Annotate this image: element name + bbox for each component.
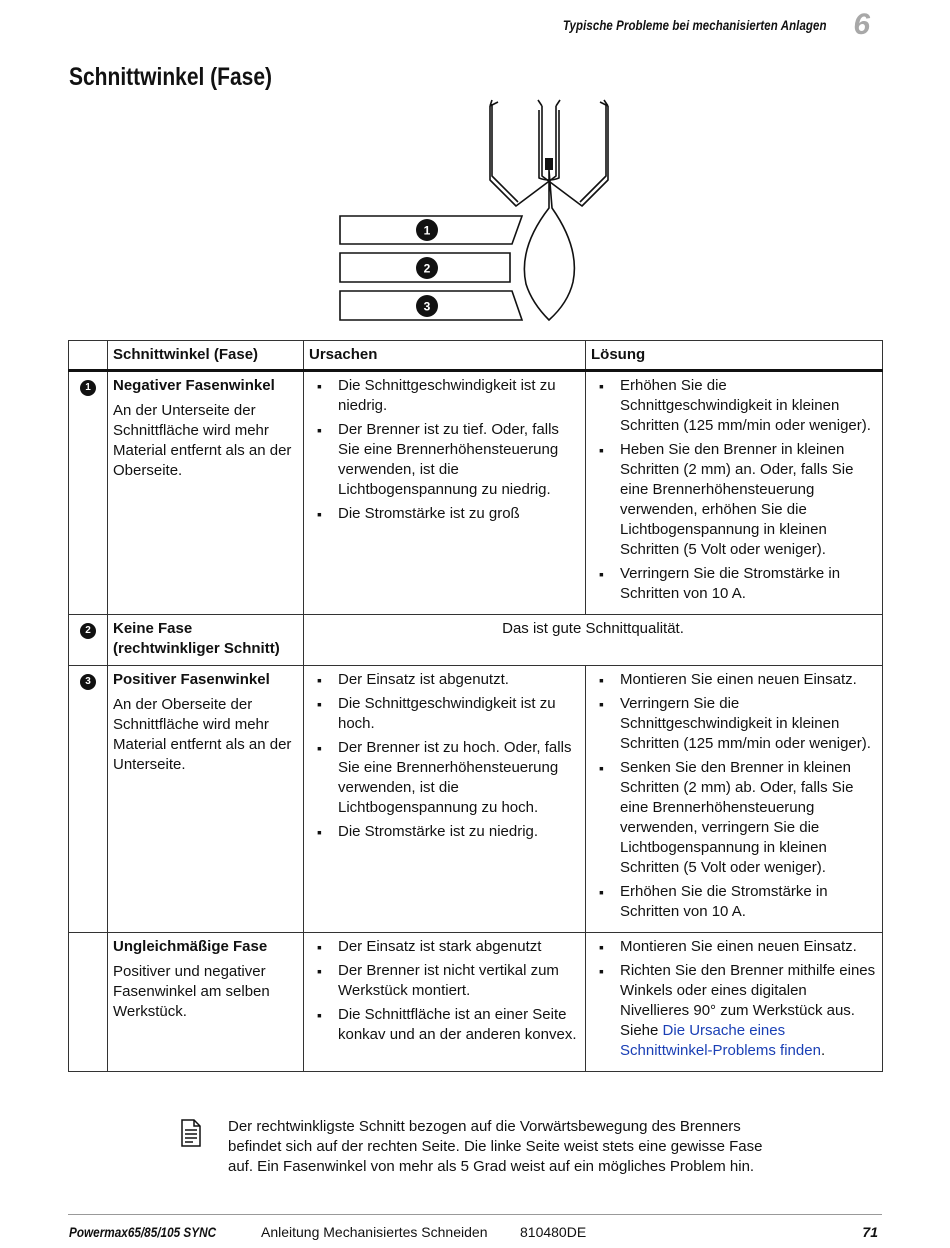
causes-list	[309, 937, 580, 1045]
page-title: Schnittwinkel (Fase)	[69, 63, 273, 91]
table-row	[69, 933, 883, 1072]
row-description: Positiver und negativer Fasenwinkel am selben Werkstück.	[113, 963, 270, 1020]
row-marker-cell	[69, 371, 108, 615]
list-item: ▪ Erhöhen Sie die Stromstärke in Schritten von 10 A.	[591, 882, 877, 922]
list-item: ▪ Die Schnittgeschwindigkeit ist zu niedrig.	[309, 376, 580, 416]
solution-list	[591, 937, 877, 1061]
causes-cell	[304, 933, 586, 1072]
causes-list	[309, 376, 580, 524]
solution-cell	[586, 666, 883, 933]
marker-3-label: 3	[423, 299, 431, 314]
plasma-arc	[524, 170, 574, 320]
marker-2-label: 2	[423, 261, 431, 276]
list-item: ▪ Der Brenner ist nicht vertikal zum Werkstück montiert.	[309, 961, 580, 1001]
causes-list	[309, 670, 580, 842]
chapter-number: 6	[853, 8, 870, 41]
solution-text-end: .	[820, 1042, 826, 1059]
header-marker-cell	[69, 341, 108, 371]
causes-cell	[304, 371, 586, 615]
footer-product: Powermax65/85/105 SYNC	[69, 1224, 217, 1240]
bevel-cell	[108, 666, 304, 933]
solution-cell	[586, 371, 883, 615]
list-item: ▪ Die Schnittfläche ist an einer Seite konkav und an der anderen konvex.	[309, 1005, 580, 1045]
bevel-troubleshooting-table	[68, 340, 883, 1072]
causes-cell	[304, 666, 586, 933]
row-marker-cell	[69, 666, 108, 933]
row-title: Keine Fase (rechtwinkliger Schnitt)	[113, 620, 280, 657]
list-item: ▪ Verringern Sie die Stromstärke in Schritten von 10 A.	[591, 564, 877, 604]
row-marker-1: 1	[80, 380, 96, 396]
header-causes: Ursachen	[304, 341, 586, 371]
header-bevel: Schnittwinkel (Fase)	[108, 341, 304, 371]
list-item: ▪ Senken Sie den Brenner in kleinen Schritten (2 mm) ab. Oder, falls Sie eine Brennerhöhensteuerung verwenden, verringern Sie die Lichtbogenspannung in kleinen Schritten (5 Volt oder weniger).	[591, 758, 877, 878]
header-solution: Lösung	[586, 341, 883, 371]
row-marker-cell	[69, 615, 108, 666]
torch-left-outer	[492, 104, 518, 202]
list-item: ▪ Der Einsatz ist stark abgenutzt	[309, 937, 580, 957]
footer-page-number: 71	[862, 1224, 878, 1240]
list-item: ▪ Erhöhen Sie die Schnittgeschwindigkeit in kleinen Schritten (125 mm/min oder weniger).	[591, 376, 877, 436]
solution-list	[591, 376, 877, 604]
list-item: ▪ Der Einsatz ist abgenutzt.	[309, 670, 580, 690]
list-item: ▪ Die Stromstärke ist zu niedrig.	[309, 822, 580, 842]
row-marker-cell	[69, 933, 108, 1072]
marker-1-label: 1	[423, 223, 431, 238]
cross-reference-link[interactable]: Die Ursache eines Schnittwinkel-Problems finden	[620, 1022, 821, 1059]
row-title: Negativer Fasenwinkel	[113, 377, 275, 394]
bevel-cell	[108, 933, 304, 1072]
table-header-row	[69, 341, 883, 371]
table-row	[69, 666, 883, 933]
list-item: ▪ Der Brenner ist zu tief. Oder, falls Sie eine Brennerhöhensteuerung verwenden, ist die Lichtbogenspannung zu niedrig.	[309, 420, 580, 500]
list-item: ▪ Montieren Sie einen neuen Einsatz.	[591, 937, 877, 957]
bevel-cell	[108, 615, 304, 666]
footer-document: Anleitung Mechanisiertes Schneiden	[261, 1224, 488, 1240]
row-description: An der Oberseite der Schnittfläche wird mehr Material entfernt als an der Unterseite.	[113, 696, 292, 773]
table-row	[69, 615, 883, 666]
solution-text: Richten Sie den Brenner mithilfe eines Winkels oder eines digitalen Nivellieres 90° zum Werkstück aus. Siehe	[620, 962, 876, 1039]
table-row	[69, 371, 883, 615]
solution-cell	[586, 933, 883, 1072]
row-description: An der Unterseite der Schnittfläche wird mehr Material entfernt als an der Oberseite.	[113, 402, 292, 479]
note-text: Der rechtwinkligste Schnitt bezogen auf die Vorwärtsbewegung des Brenners befindet sich auf der rechten Seite. Die linke Seite weist stets eine gewisse Fase auf. Ein Fasenwinkel von mehr als 5 Grad weist auf ein mögliches Problem hin.	[228, 1118, 763, 1175]
solution-list	[591, 670, 877, 922]
list-item: ▪ Heben Sie den Brenner in kleinen Schritten (2 mm) an. Oder, falls Sie eine Brennerhöhensteuerung verwenden, erhöhen Sie die Lichtbogenspannung in kleinen Schritten (5 Volt oder weniger).	[591, 440, 877, 560]
nozzle-tip	[545, 158, 553, 170]
row-title: Ungleichmäßige Fase	[113, 938, 268, 955]
merged-result-cell: Das ist gute Schnittqualität.	[304, 615, 883, 666]
footer-divider	[68, 1214, 882, 1215]
row-marker-3: 3	[80, 674, 96, 690]
list-item: ▪ Montieren Sie einen neuen Einsatz.	[591, 670, 877, 690]
list-item: ▪ Der Brenner ist zu hoch. Oder, falls Sie eine Brennerhöhensteuerung verwenden, ist die Lichtbogenspannung zu hoch.	[309, 738, 580, 818]
bevel-cell	[108, 371, 304, 615]
note-page-icon	[180, 1119, 202, 1147]
header-title: Typische Probleme bei mechanisierten Anlagen	[563, 17, 827, 33]
list-item	[591, 961, 877, 1061]
list-item: ▪ Verringern Sie die Schnittgeschwindigkeit in kleinen Schritten (125 mm/min oder weniger).	[591, 694, 877, 754]
list-item: ▪ Die Schnittgeschwindigkeit ist zu hoch.	[309, 694, 580, 734]
torch-right-outer	[580, 104, 606, 202]
row-marker-2: 2	[80, 623, 96, 639]
bevel-angle-diagram	[330, 98, 620, 328]
row-title: Positiver Fasenwinkel	[113, 671, 270, 688]
list-item: ▪ Die Stromstärke ist zu groß	[309, 504, 580, 524]
footer-code: 810480DE	[520, 1224, 587, 1240]
